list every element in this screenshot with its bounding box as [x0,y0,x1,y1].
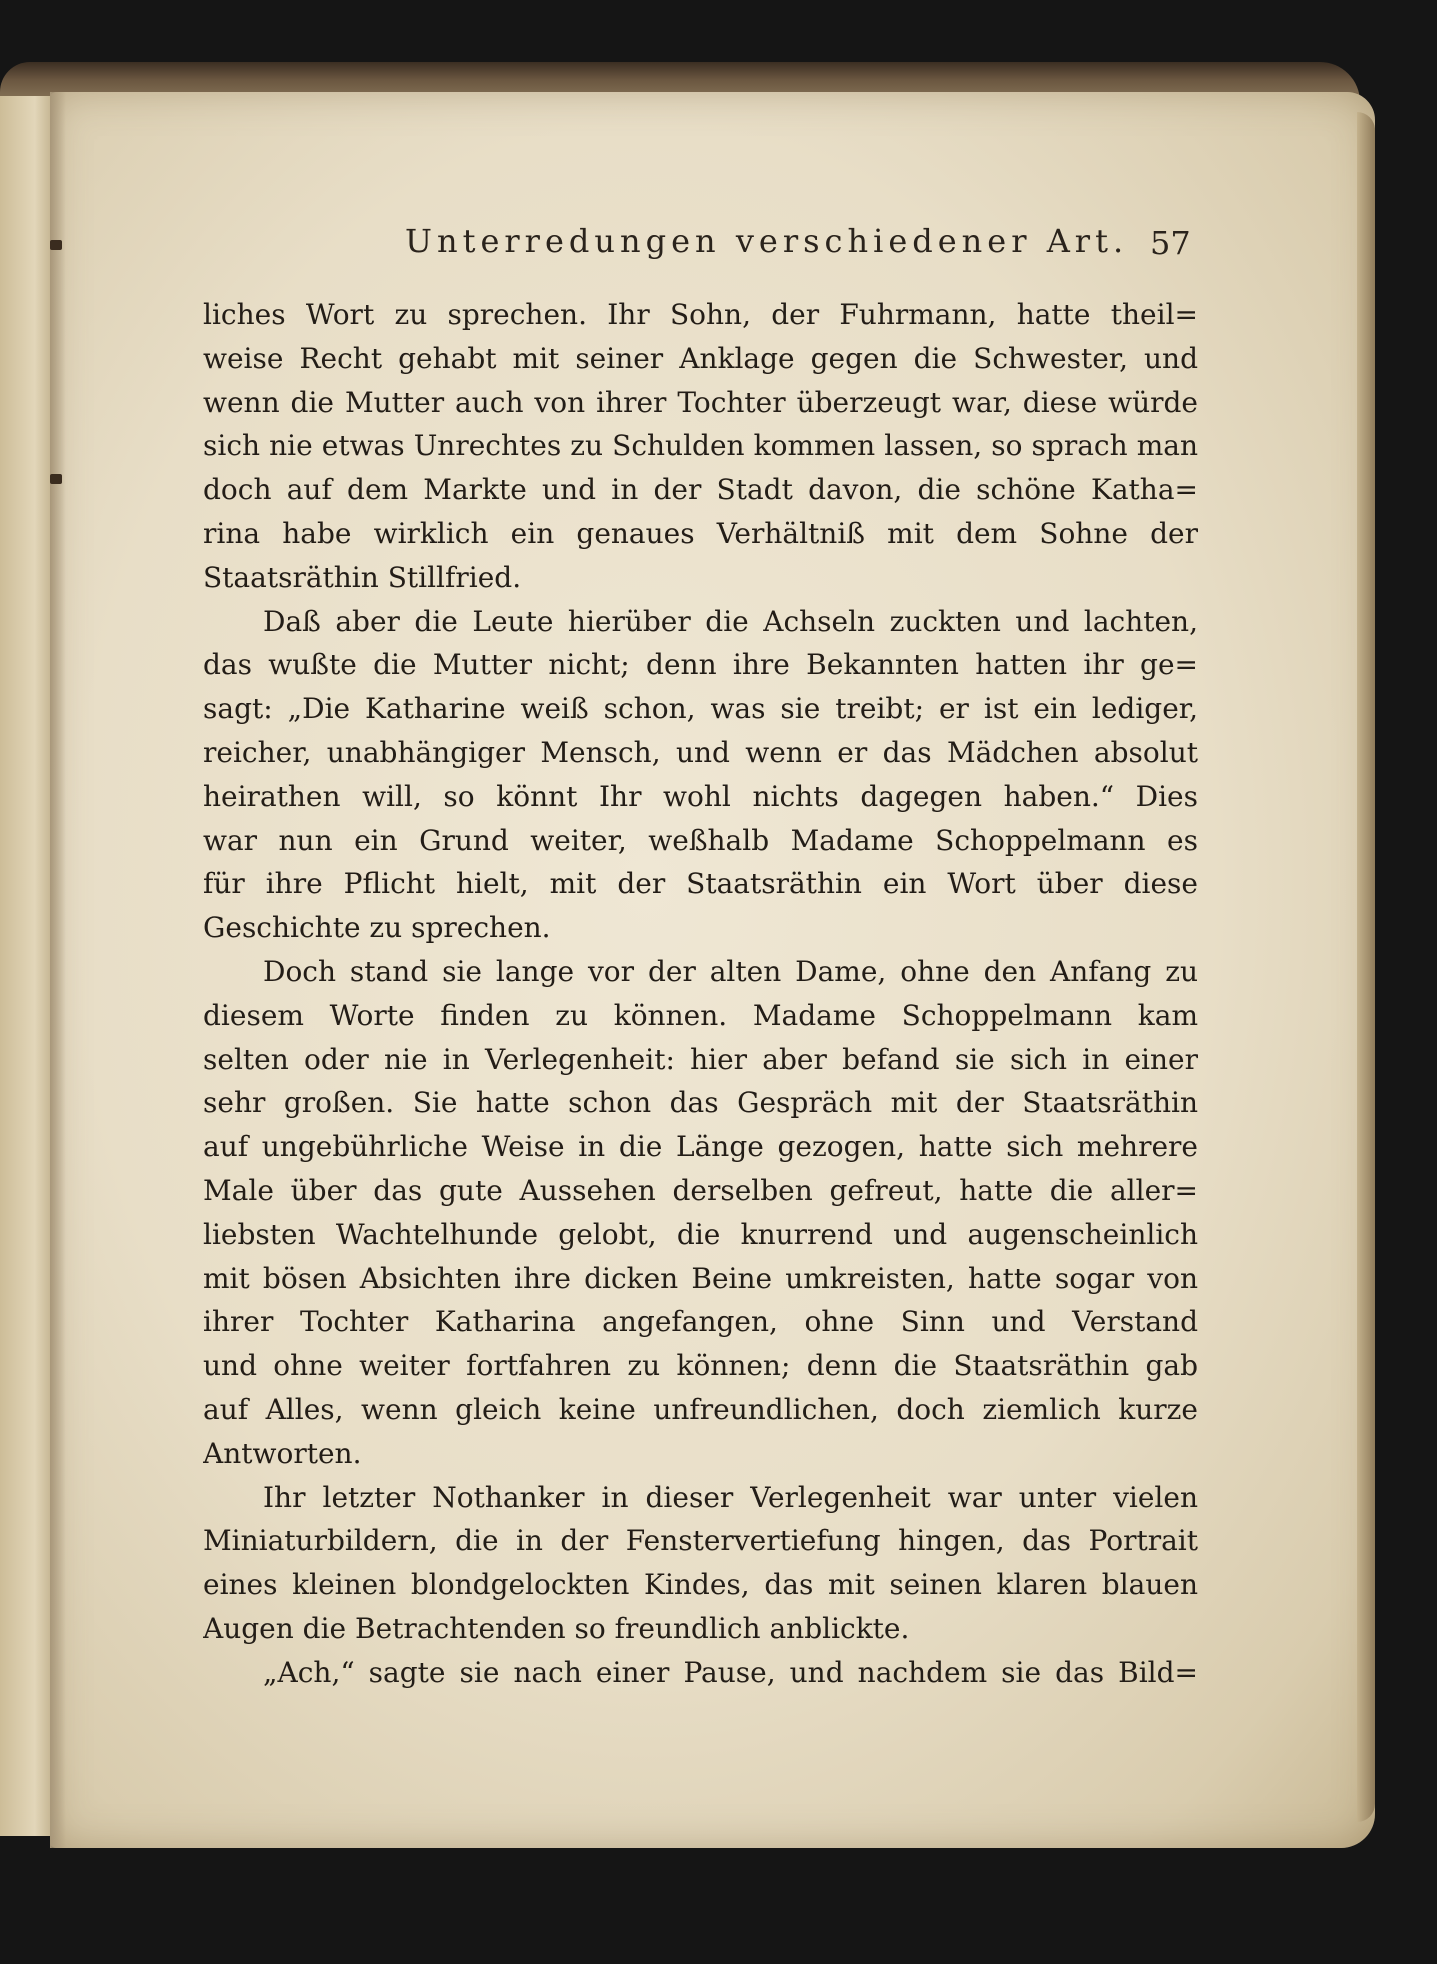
text-line: und ohne weiter fortfahren zu können; denn die Staatsräthin gab [203,1349,1198,1383]
text-line: selten oder nie in Verlegenheit: hier aber befand sie sich in einer [203,1042,1198,1076]
text-line: war nun ein Grund weiter, weßhalb Madame Schoppelmann es [203,823,1198,857]
page-gutter [50,92,66,1848]
text-line: liebsten Wachtelhunde gelobt, die knurrend und augenscheinlich [203,1217,1198,1251]
text-line: doch auf dem Markte und in der Stadt davon, die schöne Katha= [203,473,1198,507]
text-line: mit bösen Absichten ihre dicken Beine umkreisten, hatte sogar von [203,1261,1198,1295]
text-line: Miniaturbildern, die in der Fenstervertiefung hingen, das Portrait [203,1524,1198,1558]
body-text [203,293,1198,1695]
text-line: sagt: „Die Katharine weiß schon, was sie treibt; er ist ein lediger, [203,692,1198,726]
text-line: Daß aber die Leute hierüber die Achseln zuckten und lachten, [263,604,1198,638]
text-line: für ihre Pflicht hielt, mit der Staatsräthin ein Wort über diese [203,867,1198,901]
page-number: 57 [1150,224,1191,262]
text-line: sehr großen. Sie hatte schon das Gespräch mit der Staatsräthin [203,1086,1198,1120]
text-line: diesem Worte finden zu können. Madame Schoppelmann kam [203,998,1198,1032]
text-line: ihrer Tochter Katharina angefangen, ohne Sinn und Verstand [203,1305,1198,1339]
text-line: sich nie etwas Unrechtes zu Schulden kommen lassen, so sprach man [203,429,1198,463]
text-line: Ihr letzter Nothanker in dieser Verlegenheit war unter vielen [263,1480,1198,1514]
text-line: eines kleinen blondgelockten Kindes, das mit seinen klaren blauen [203,1568,1198,1602]
margin-mark [50,474,62,484]
text-line: auf ungebührliche Weise in die Länge gezogen, hatte sich mehrere [203,1130,1198,1164]
text-line: reicher, unabhängiger Mensch, und wenn er das Mädchen absolut [203,735,1198,769]
text-line: „Ach,“ sagte sie nach einer Pause, und nachdem sie das Bild= [263,1655,1198,1689]
page-fore-edge [1357,112,1375,1822]
text-line: wenn die Mutter auch von ihrer Tochter überzeugt war, diese würde [203,385,1198,419]
text-line: Antworten. [203,1436,362,1470]
text-line: Augen die Betrachtenden so freundlich anblickte. [203,1611,910,1645]
text-line: auf Alles, wenn gleich keine unfreundlichen, doch ziemlich kurze [203,1392,1198,1426]
margin-mark [50,240,62,250]
text-line: Geschichte zu sprechen. [203,911,551,945]
text-line: Male über das gute Aussehen derselben gefreut, hatte die aller= [203,1173,1198,1207]
text-line: weise Recht gehabt mit seiner Anklage gegen die Schwester, und [203,341,1198,375]
text-line: Doch stand sie lange vor der alten Dame, ohne den Anfang zu [263,954,1198,988]
text-line: rina habe wirklich ein genaues Verhältniß mit dem Sohne der [203,516,1198,550]
text-line: liches Wort zu sprechen. Ihr Sohn, der Fuhrmann, hatte theil= [203,298,1198,331]
text-line: heirathen will, so könnt Ihr wohl nichts dagegen haben.“ Dies [203,779,1198,813]
text-line: Staatsräthin Stillfried. [203,560,522,594]
text-line: das wußte die Mutter nicht; denn ihre Bekannten hatten ihr ge= [203,648,1198,682]
running-title: Unterredungen verschiedener Art. [405,222,1129,260]
